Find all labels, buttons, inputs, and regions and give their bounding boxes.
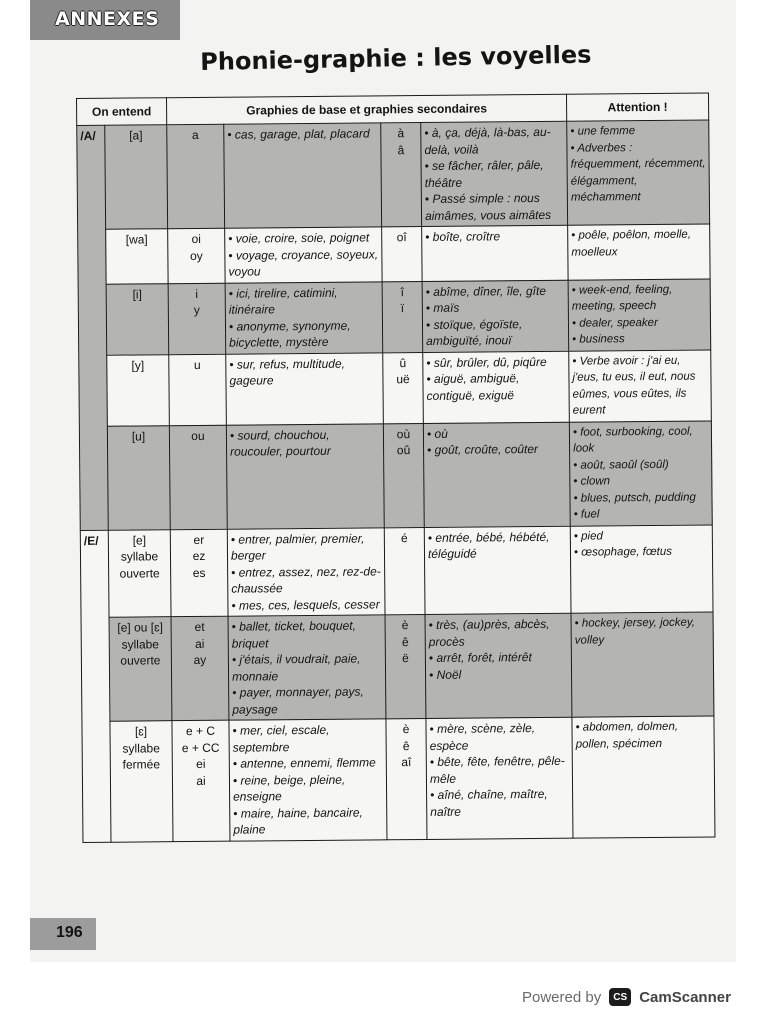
attention-cell <box>568 224 710 280</box>
base-example-line: • voie, croire, soie, poignet <box>228 230 370 246</box>
base-spelling-cell <box>169 425 227 529</box>
secondary-examples-cell <box>421 121 568 226</box>
table-row <box>78 224 710 284</box>
attention-note-line: • une femme <box>570 125 636 138</box>
vowel-table <box>76 92 716 842</box>
attention-note-line: • business <box>572 333 625 346</box>
phoneme-line: ouverte <box>120 653 161 668</box>
base-spelling-line: ei <box>196 756 206 771</box>
attention-note-line: • dealer, speaker <box>571 316 658 330</box>
base-spelling-line: i <box>195 286 199 301</box>
attention-cell <box>568 278 711 350</box>
base-example-line: • voyage, croyance, soyeux, voyou <box>228 246 379 279</box>
base-example-line: • antenne, ennemi, flemme <box>232 755 376 771</box>
base-spelling-line: u <box>193 357 201 372</box>
secondary-example-line: • où <box>426 426 448 441</box>
base-example-line: • ballet, ticket, bouquet, briquet <box>231 618 356 651</box>
camscanner-logo-icon: CS <box>609 988 631 1006</box>
secondary-example-line: • bête, fête, fenêtre, pêle-mêle <box>429 753 565 786</box>
secondary-spelling-line: aî <box>401 755 412 770</box>
attention-note-line: • Adverbes : fréquemment, récemment, élégamment, méchamment <box>570 141 706 204</box>
base-spelling-line: ez <box>192 548 206 563</box>
secondary-spelling-line: ê <box>401 634 409 649</box>
base-examples-cell <box>229 719 387 841</box>
base-example-line: • ici, tirelire, catimini, itinéraire <box>228 285 338 317</box>
phoneme-cell <box>110 721 173 842</box>
attention-note-line: • août, saoûl (soûl) <box>573 458 669 472</box>
phoneme-line: fermée <box>122 757 161 772</box>
secondary-spelling-line: à <box>397 126 405 141</box>
secondary-spelling-cell <box>382 281 423 352</box>
secondary-example-line: • goût, croûte, coûter <box>427 441 539 457</box>
attention-note-line: • abdomen, dolmen, pollen, spécimen <box>575 720 679 751</box>
base-spelling-cell <box>170 529 228 617</box>
vowel-group-cell: /A/ <box>77 125 109 530</box>
secondary-spelling-line: è <box>402 722 410 737</box>
table-row <box>77 120 710 230</box>
phoneme-line: syllabe <box>121 636 159 652</box>
base-spelling-cell <box>171 616 229 720</box>
secondary-examples-cell <box>425 613 572 718</box>
base-spelling-line: e + CC <box>181 740 220 755</box>
attention-cell <box>569 349 712 421</box>
section-tab-label: ANNEXES <box>55 8 160 30</box>
base-example-line: • reine, beige, pleine, enseigne <box>232 772 346 804</box>
secondary-spelling-line: ï <box>400 301 405 316</box>
secondary-spelling-cell <box>383 423 424 527</box>
secondary-spelling-cell <box>385 614 426 718</box>
table-row <box>82 716 715 842</box>
vowel-table-container <box>76 92 714 842</box>
attention-note-line: • foot, surbooking, cool, look <box>572 425 693 455</box>
base-spelling-line: e + C <box>185 723 216 739</box>
attention-note-line: • Verbe avoir : j'ai eu, j'eus, tu eus, il eut, nous eûmes, vous eûtes, ils eurent <box>572 354 696 417</box>
secondary-spelling-cell <box>383 352 424 423</box>
secondary-example-line: • aiguë, ambiguë, contiguë, exiguë <box>426 371 520 403</box>
base-spelling-line: y <box>193 302 200 317</box>
secondary-examples-cell <box>424 526 571 615</box>
table-row <box>80 524 713 617</box>
secondary-example-line: • boîte, croître <box>425 229 501 244</box>
attention-note-line: • blues, putsch, pudding <box>573 491 696 505</box>
page-title: Phonie-graphie : les voyelles <box>200 40 592 76</box>
secondary-example-line: • Noël <box>428 667 462 682</box>
secondary-spelling-line: ë <box>401 651 409 666</box>
secondary-spelling-line: où <box>396 426 411 441</box>
attention-note-line: • pied <box>573 529 603 543</box>
secondary-examples-cell <box>423 422 570 527</box>
secondary-examples-cell <box>422 280 569 352</box>
phoneme-line: [ɛ] <box>134 724 148 739</box>
attention-cell <box>571 612 714 717</box>
base-spelling-cell <box>168 228 225 283</box>
base-examples-cell <box>227 527 385 616</box>
secondary-spelling-line: î <box>400 284 404 299</box>
base-example-line: • maire, haine, bancaire, plaine <box>233 805 363 837</box>
base-example-line: • mes, ces, lesquels, cesser <box>231 596 380 613</box>
base-example-line: • cas, garage, plat, placard <box>227 126 370 142</box>
secondary-example-line: • Passé simple : nous aimâmes, vous aimâtes <box>424 190 552 223</box>
secondary-example-line: • mère, scène, zèle, espèce <box>429 721 536 753</box>
base-example-line: • entrer, palmier, premier, berger <box>230 530 365 563</box>
base-spelling-line: es <box>192 565 206 580</box>
base-spelling-line: oy <box>189 248 203 263</box>
page-number: 196 <box>56 924 83 941</box>
attention-cell <box>569 420 712 525</box>
phoneme-cell <box>106 229 168 284</box>
secondary-examples-cell <box>426 717 573 839</box>
secondary-spelling-cell <box>381 122 422 226</box>
table-body <box>77 120 715 842</box>
phoneme-line: [a] <box>129 128 143 143</box>
secondary-example-line: • très, (au)près, abcès, procès <box>428 616 550 649</box>
secondary-example-line: • maïs <box>425 300 460 315</box>
base-examples-cell <box>224 123 382 228</box>
base-spelling-cell <box>169 354 227 425</box>
base-example-line: • entrez, assez, nez, rez-de-chaussée <box>231 563 381 596</box>
attention-note-line: • poêle, poêlon, moelle, moelleux <box>571 228 692 259</box>
secondary-example-line: • sûr, brûler, dû, piqûre <box>426 354 547 370</box>
phoneme-line: [e] <box>132 532 147 548</box>
secondary-spelling-line: é <box>400 530 408 545</box>
attention-cell <box>567 120 710 225</box>
camscanner-brand-name: CamScanner <box>639 988 731 1006</box>
vowel-group-cell: /E/ <box>80 530 111 842</box>
base-spelling-line: ou <box>191 428 205 443</box>
phoneme-cell <box>106 283 169 355</box>
base-examples-cell <box>225 227 382 283</box>
phoneme-cell <box>108 529 171 617</box>
secondary-spelling-cell <box>382 226 422 281</box>
powered-by-text: Powered by <box>522 988 602 1006</box>
base-spelling-cell <box>172 720 230 841</box>
secondary-example-line: • se fâcher, râler, pâle, théâtre <box>424 157 544 190</box>
secondary-example-line: • arrêt, forêt, intérêt <box>428 650 532 665</box>
base-spelling-cell <box>168 283 226 354</box>
base-spelling-cell <box>167 124 225 228</box>
base-spelling-line: ai <box>196 773 206 788</box>
phoneme-line: [i] <box>132 286 142 302</box>
phoneme-line: ouverte <box>119 565 160 581</box>
secondary-spelling-line: oû <box>396 443 411 458</box>
secondary-spelling-cell <box>384 527 425 615</box>
base-examples-cell <box>225 281 383 353</box>
secondary-example-line: • abîme, dîner, île, gîte <box>425 283 547 299</box>
table-row <box>78 278 711 355</box>
base-example-line: • sourd, chouchou, roucouler, pourtour <box>229 427 331 459</box>
header-graphies: Graphies de base et graphies secondaires <box>167 94 567 124</box>
attention-note-line: • fuel <box>573 508 600 521</box>
secondary-spelling-cell <box>386 718 427 839</box>
secondary-spelling-line: â <box>397 142 405 157</box>
base-examples-cell <box>226 423 384 528</box>
base-example-line: • mer, ciel, escale, septembre <box>232 722 330 755</box>
base-spelling-line: er <box>193 532 205 547</box>
base-example-line: • j'étais, il voudrait, paie, monnaie <box>231 651 361 684</box>
table-row <box>79 420 712 530</box>
base-examples-cell <box>226 352 384 424</box>
secondary-examples-cell <box>422 225 569 281</box>
phoneme-cell <box>109 617 172 722</box>
base-example-line: • sur, refus, multitude, gageure <box>229 356 345 388</box>
attention-note-line: • hockey, jersey, jockey, volley <box>574 616 696 647</box>
secondary-spelling-line: oî <box>396 230 407 245</box>
secondary-example-line: • entrée, bébé, hébété, téléguidé <box>427 529 550 561</box>
header-on-entend: On entend <box>77 98 167 126</box>
header-attention: Attention ! <box>567 93 709 121</box>
phoneme-cell <box>107 425 170 530</box>
secondary-examples-cell <box>423 351 570 423</box>
secondary-spelling-line: û <box>399 355 407 370</box>
secondary-spelling-line: è <box>401 618 409 633</box>
phoneme-line: syllabe <box>122 740 160 756</box>
attention-note-line: • clown <box>573 475 611 488</box>
attention-cell <box>572 716 715 838</box>
base-spelling-line: ai <box>195 636 205 651</box>
secondary-example-line: • aîné, chaîne, maître, naître <box>430 786 548 819</box>
phoneme-line: [y] <box>131 357 145 373</box>
base-examples-cell <box>228 615 386 720</box>
attention-cell <box>570 524 713 613</box>
phoneme-line: [e] ou [ɛ] <box>117 620 163 635</box>
table-row <box>79 349 712 426</box>
phoneme-cell <box>105 125 168 230</box>
phoneme-line: [wa] <box>125 232 148 247</box>
base-spelling-line: ay <box>193 652 207 667</box>
secondary-example-line: • stoïque, égoïste, ambiguïté, inouï <box>425 316 523 348</box>
attention-note-line: • week-end, feeling, meeting, speech <box>571 283 673 313</box>
secondary-spelling-line: ê <box>402 738 410 753</box>
base-spelling-line: oi <box>191 231 201 246</box>
base-spelling-line: et <box>194 619 205 634</box>
secondary-spelling-line: uë <box>396 372 410 387</box>
scanner-watermark <box>522 982 731 1012</box>
phoneme-line: syllabe <box>120 549 159 564</box>
secondary-example-line: • à, ça, déjà, là-bas, au-delà, voilà <box>424 124 551 157</box>
attention-note-line: • œsophage, fœtus <box>573 545 673 559</box>
phoneme-line: [u] <box>131 428 146 444</box>
table-row <box>81 612 714 722</box>
phoneme-cell <box>107 354 170 426</box>
base-spelling-line: a <box>191 127 199 142</box>
base-example-line: • anonyme, synonyme, bicyclette, mystère <box>228 318 351 350</box>
base-example-line: • payer, monnayer, pays, paysage <box>232 684 364 717</box>
